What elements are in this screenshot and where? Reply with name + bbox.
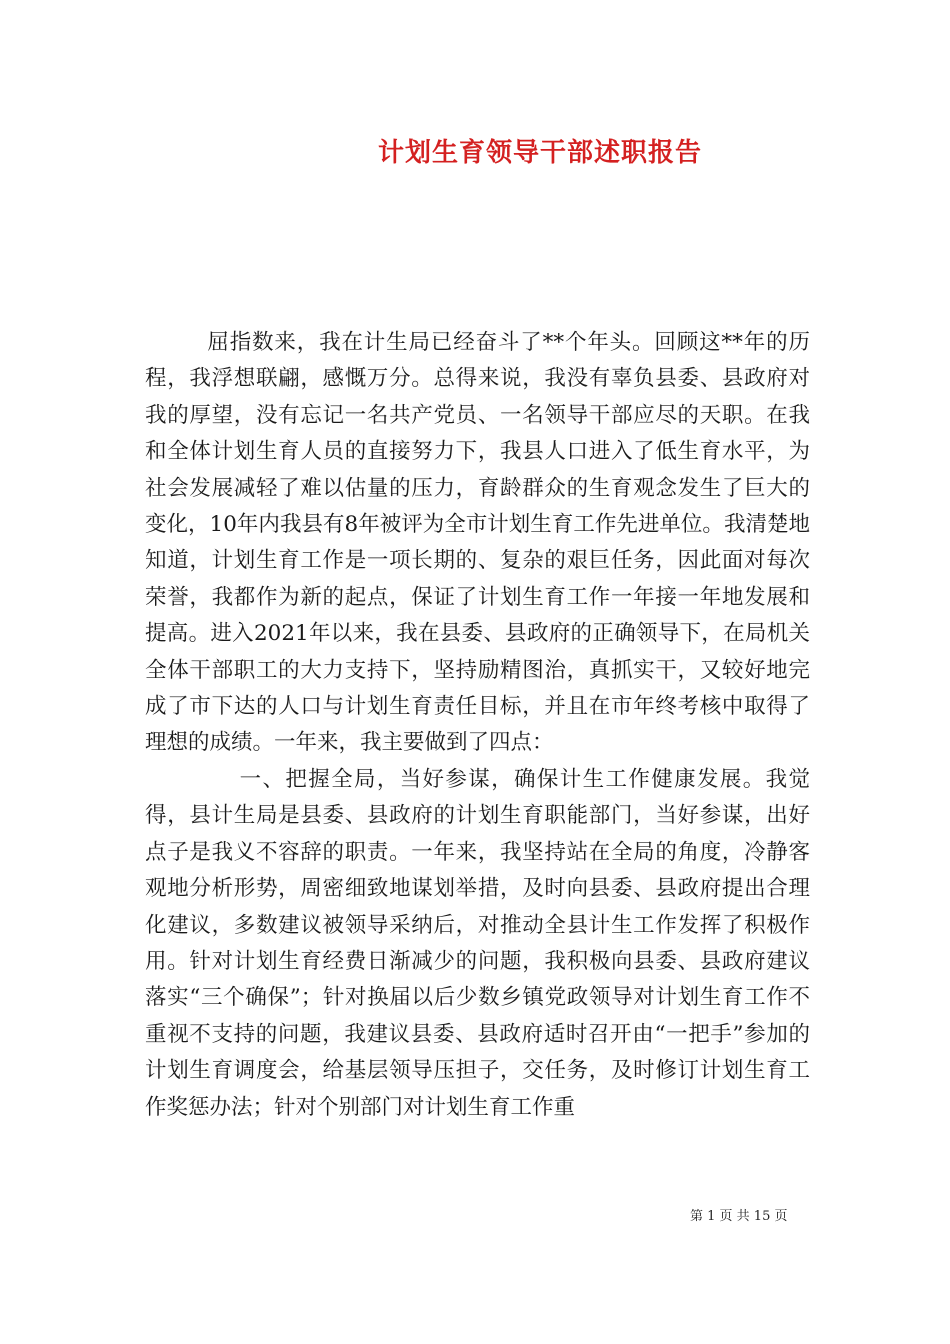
document-title: 计划生育领导干部述职报告 — [377, 138, 702, 168]
paragraph-intro: 屈指数来，我在计生局已经奋斗了**个年头。回顾这**年的历程，我浮想联翩，感慨万分。总得来说，我没有辜负县委、县政府对我的厚望，没有忘记一名共产党员、一名领导干部应尽的天职。在我和全体计划生育人员的直接努力下，我县人口进入了低生育水平，为社会发展减轻了难以估量的压力，育龄群众的生育观念发生了巨大的变化，10年内我县有8年被评为全市计划生育工作先进单位。我清楚地知道，计划生育工作是一项长期的、复杂的艰巨任务，因此面对每次荣誉，我都作为新的起点，保证了计划生育工作一年接一年地发展和提高。进入2021年以来，我在县委、县政府的正确领导下，在局机关全体干部职工的大力支持下，坚持励精图治，真抓实干，又较好地完成了市下达的人口与计划生育责任目标，并且在市年终考核中取得了理想的成绩。一年来，我主要做到了四点： — [145, 330, 810, 756]
page-number: 第 1 页 共 15 页 — [690, 1209, 788, 1224]
paragraph-section-one: 一、把握全局，当好参谋，确保计生工作健康发展。我觉得，县计生局是县委、县政府的计划生育职能部门，当好参谋，出好点子是我义不容辞的职责。一年来，我坚持站在全局的角度，冷静客观地分析形势，周密细致地谋划举措，及时向县委、县政府提出合理化建议，多数建议被领导采纳后，对推动全县计生工作发挥了积极作用。针对计划生育经费日渐减少的问题，我积极向县委、县政府建议落实“三个确保”；针对换届以后少数乡镇党政领导对计划生育工作不重视不支持的问题，我建议县委、县政府适时召开由“一把手”参加的计划生育调度会，给基层领导压担子，交任务，及时修订计划生育工作奖惩办法；针对个别部门对计划生育工作重 — [145, 766, 810, 1120]
document-body — [145, 325, 810, 1126]
